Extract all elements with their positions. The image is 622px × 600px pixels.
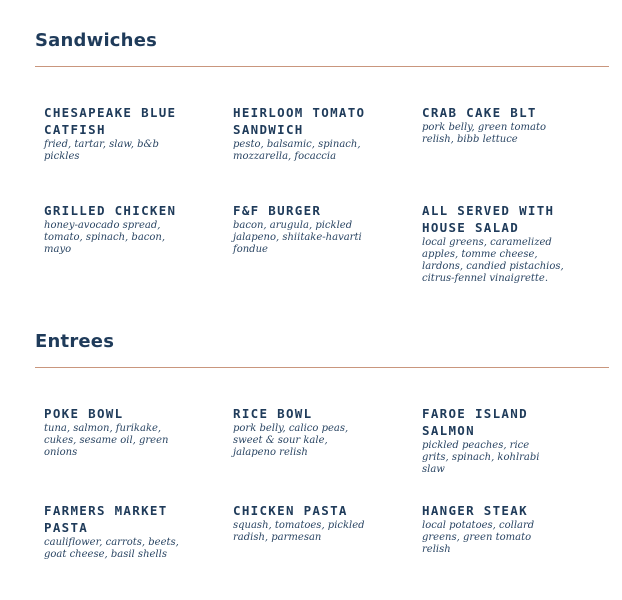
section-divider — [35, 367, 609, 368]
menu-item-description: tuna, salmon, furikake, cukes, sesame oil, green onions — [44, 423, 169, 458]
menu-item-name: FAROE ISLAND SALMON — [422, 406, 528, 438]
menu-item-name: FARMERS MARKET PASTA — [44, 503, 168, 535]
menu-item — [422, 104, 602, 146]
menu-item — [422, 202, 602, 285]
menu-item-description: squash, tomatoes, pickled radish, parmesan — [233, 520, 365, 543]
menu-item-name: CRAB CAKE BLT — [422, 105, 537, 120]
menu-item — [233, 104, 413, 163]
section-divider — [35, 66, 609, 67]
menu-item — [233, 502, 413, 544]
menu-item-description: local potatoes, collard greens, green tomato relish — [422, 520, 535, 555]
menu-item — [44, 405, 224, 459]
section-title: Entrees — [35, 331, 115, 352]
menu-item — [422, 502, 602, 556]
menu-item-description: pork belly, calico peas, sweet & sour kale, jalapeno relish — [233, 423, 349, 458]
section-entrees — [35, 331, 609, 560]
menu-item — [422, 405, 602, 476]
menu-item-description: pickled peaches, rice grits, spinach, kohlrabi slaw — [422, 440, 540, 475]
menu-item — [233, 405, 413, 459]
section-title: Sandwiches — [35, 30, 158, 51]
menu-item-name: HANGER STEAK — [422, 503, 528, 518]
menu-item-name: HEIRLOOM TOMATO SANDWICH — [233, 105, 366, 137]
menu-item-description: bacon, arugula, pickled jalapeno, shiitake-havarti fondue — [233, 220, 362, 255]
menu-item — [44, 502, 224, 561]
menu-item-description: cauliflower, carrots, beets, goat cheese, basil shells — [44, 537, 179, 560]
menu-item — [233, 202, 413, 256]
menu-item-name: GRILLED CHICKEN — [44, 203, 177, 218]
menu-item-name: F&F BURGER — [233, 203, 322, 218]
menu-item-description: honey-avocado spread, tomato, spinach, bacon, mayo — [44, 220, 166, 255]
menu-item-description: local greens, caramelized apples, tomme cheese, lardons, candied pistachios, citrus-fennel vinaigrette. — [422, 237, 564, 284]
menu-item-name: CHESAPEAKE BLUE CATFISH — [44, 105, 177, 137]
menu-item-name: POKE BOWL — [44, 406, 124, 421]
menu-item-name: ALL SERVED WITH HOUSE SALAD — [422, 203, 555, 235]
menu-item-description: pork belly, green tomato relish, bibb lettuce — [422, 122, 546, 145]
menu-item — [44, 104, 224, 163]
section-sandwiches — [35, 30, 609, 284]
menu-item-name: RICE BOWL — [233, 406, 313, 421]
menu-item-description: fried, tartar, slaw, b&b pickles — [44, 139, 159, 162]
menu-item-name: CHICKEN PASTA — [233, 503, 348, 518]
menu-item — [44, 202, 224, 256]
menu-item-description: pesto, balsamic, spinach, mozzarella, focaccia — [233, 139, 361, 162]
